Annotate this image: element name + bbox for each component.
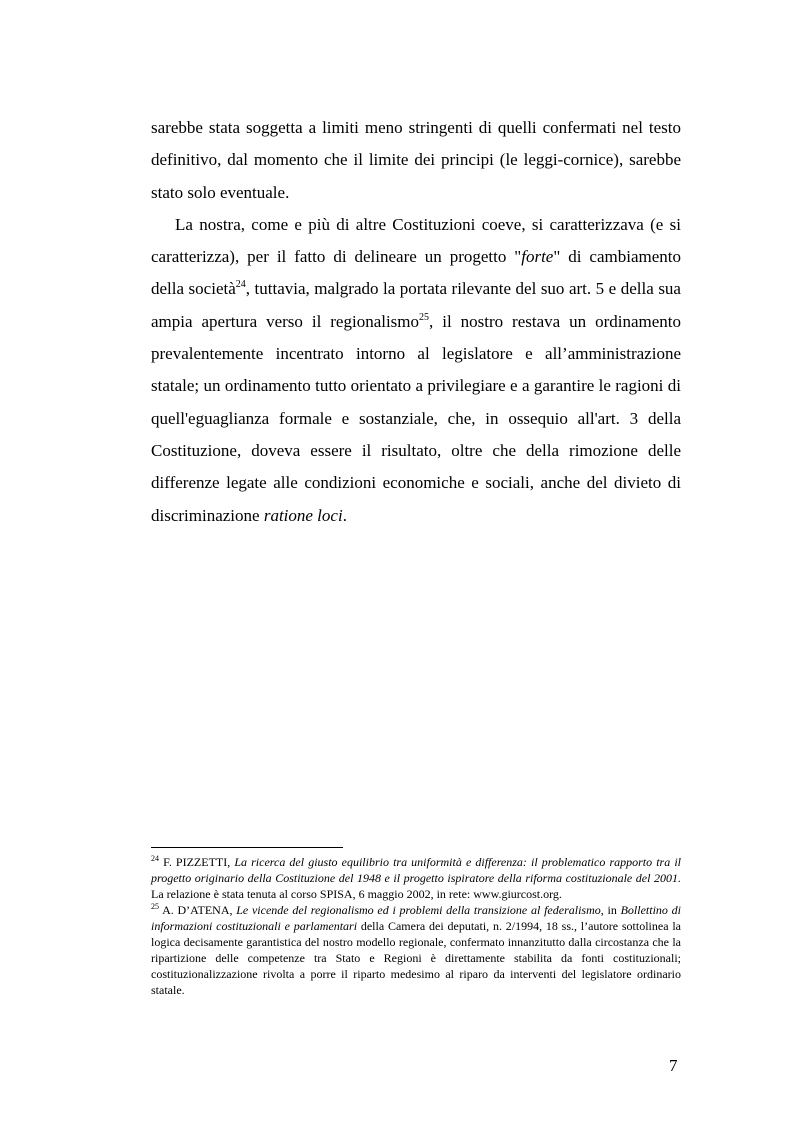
- page-number: 7: [669, 1056, 678, 1075]
- footnote-24: $^{24}$ F. PIZZETTI, La ricerca del giusto equilibrio tra uniformità e differenza: il problematico rapporto tra il progetto originario della Costituzione del 1948 e il progetto ispiratore della riforma costituzionale del 2001. La relazione è stata tenuta al corso SPISA, 6 maggio 2002, in rete: www.giurcost.org.: [151, 854, 681, 901]
- main-text: [151, 112, 681, 532]
- footnote-25: $^{25}$ A. D’ATENA, Le vicende del regionalismo ed i problemi della transizione al federalismo, in Bollettino di informazioni costituzionali e parlamentari della Camera dei deputati, n. 2/1994, 18 ss., l’autore sottolinea la logica decisamente garantistica del nostro modello regionale, confermato innanzitutto dalla circostanza che la ripartizione delle competenze tra Stato e Regioni è direttamente stabilita da fonti costituzionali; costituzionalizzazione rivolta a porre il riparto medesimo al riparo da interventi del legislatore ordinario statale.: [151, 902, 681, 997]
- footnote-ref-25[interactable]: 25: [419, 311, 430, 323]
- emphasis-ratione-loci: ratione loci: [263, 505, 343, 525]
- emphasis-forte: forte: [521, 247, 554, 267]
- footnote-ref-24[interactable]: 24: [235, 279, 246, 291]
- footnote-separator: [151, 847, 343, 848]
- footnotes: [151, 854, 681, 998]
- paragraph-continuation: sarebbe stata soggetta a limiti meno stringenti di quelli confermati nel testo definitivo, dal momento che il limite dei principi (le leggi-cornice), sarebbe stato solo eventuale.: [151, 118, 681, 202]
- paragraph-costituzioni: La nostra, come e più di altre Costituzioni coeve, si caratterizzava (e si caratterizza), per il fatto di delineare un progetto "forte" di cambiamento della società$^{24}$, tuttavia, malgrado la portata rilevante del suo art. 5 e della sua ampia apertura verso il regionalismo$^{25}$, il nostro restava un ordinamento prevalentemente incentrato intorno al legislatore e all’amministrazione statale; un ordinamento tutto orientato a privilegiare e a garantire le ragioni di quell'eguaglianza formale e sostanziale, che, in ossequio all'art. 3 della Costituzione, doveva essere il risultato, oltre che della rimozione delle differenze legate alle condizioni economiche e sociali, anche del divieto di discriminazione ratione loci.: [151, 214, 681, 525]
